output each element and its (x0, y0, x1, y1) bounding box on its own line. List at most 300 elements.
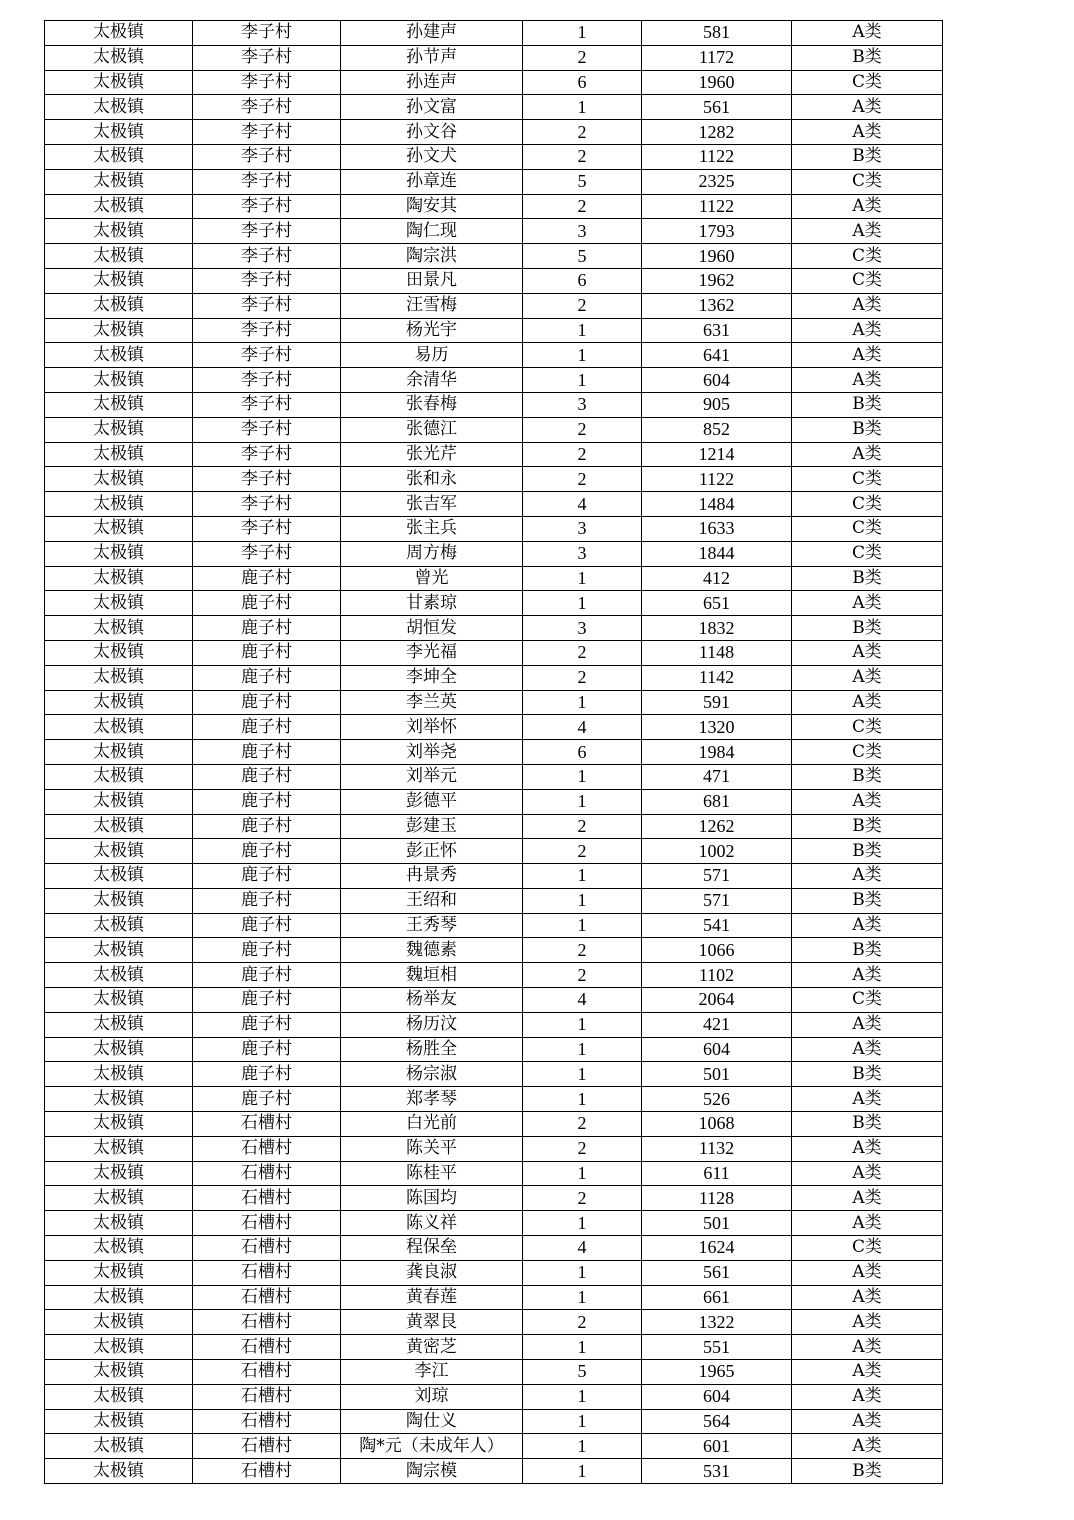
table-row (45, 640, 943, 665)
village-cell: 石槽村 (193, 1136, 341, 1161)
name-cell: 黄春莲 (341, 1285, 523, 1310)
name-cell: 杨宗淑 (341, 1062, 523, 1087)
town-cell: 太极镇 (45, 169, 193, 194)
name-cell: 张主兵 (341, 516, 523, 541)
village-cell: 鹿子村 (193, 789, 341, 814)
table-row (45, 1285, 943, 1310)
town-cell: 太极镇 (45, 417, 193, 442)
category-cell: B类 (792, 938, 943, 963)
household-size-cell: 1 (523, 913, 642, 938)
name-cell: 杨举友 (341, 988, 523, 1013)
name-cell: 冉景秀 (341, 864, 523, 889)
village-cell: 李子村 (193, 293, 341, 318)
amount-cell: 1172 (642, 45, 792, 70)
town-cell: 太极镇 (45, 566, 193, 591)
table-row (45, 392, 943, 417)
amount-cell: 604 (642, 368, 792, 393)
town-cell: 太极镇 (45, 963, 193, 988)
category-cell: B类 (792, 814, 943, 839)
name-cell: 李江 (341, 1360, 523, 1385)
table-row (45, 516, 943, 541)
amount-cell: 1960 (642, 244, 792, 269)
amount-cell: 1068 (642, 1112, 792, 1137)
household-size-cell: 6 (523, 70, 642, 95)
town-cell: 太极镇 (45, 219, 193, 244)
household-size-cell: 2 (523, 1186, 642, 1211)
amount-cell: 611 (642, 1161, 792, 1186)
category-cell: A类 (792, 293, 943, 318)
table-row (45, 740, 943, 765)
table-row (45, 268, 943, 293)
amount-cell: 571 (642, 864, 792, 889)
name-cell: 王秀琴 (341, 913, 523, 938)
town-cell: 太极镇 (45, 640, 193, 665)
name-cell: 彭德平 (341, 789, 523, 814)
table-row (45, 21, 943, 46)
town-cell: 太极镇 (45, 1434, 193, 1459)
category-cell: A类 (792, 318, 943, 343)
town-cell: 太极镇 (45, 764, 193, 789)
town-cell: 太极镇 (45, 1360, 193, 1385)
town-cell: 太极镇 (45, 839, 193, 864)
name-cell: 刘举元 (341, 764, 523, 789)
amount-cell: 526 (642, 1087, 792, 1112)
town-cell: 太极镇 (45, 1087, 193, 1112)
amount-cell: 1214 (642, 442, 792, 467)
household-size-cell: 2 (523, 1136, 642, 1161)
town-cell: 太极镇 (45, 1062, 193, 1087)
amount-cell: 1122 (642, 467, 792, 492)
amount-cell: 1844 (642, 541, 792, 566)
category-cell: B类 (792, 1112, 943, 1137)
household-size-cell: 1 (523, 1211, 642, 1236)
category-cell: C类 (792, 1236, 943, 1261)
town-cell: 太极镇 (45, 1335, 193, 1360)
name-cell: 陶仁现 (341, 219, 523, 244)
village-cell: 李子村 (193, 45, 341, 70)
town-cell: 太极镇 (45, 318, 193, 343)
name-cell: 孙文富 (341, 95, 523, 120)
name-cell: 黄密芝 (341, 1335, 523, 1360)
village-cell: 李子村 (193, 21, 341, 46)
town-cell: 太极镇 (45, 1186, 193, 1211)
name-cell: 孙章连 (341, 169, 523, 194)
town-cell: 太极镇 (45, 343, 193, 368)
amount-cell: 564 (642, 1409, 792, 1434)
category-cell: B类 (792, 839, 943, 864)
category-cell: B类 (792, 392, 943, 417)
amount-cell: 601 (642, 1434, 792, 1459)
village-cell: 鹿子村 (193, 640, 341, 665)
table-row (45, 467, 943, 492)
category-cell: A类 (792, 963, 943, 988)
category-cell: B类 (792, 616, 943, 641)
amount-cell: 471 (642, 764, 792, 789)
village-cell: 李子村 (193, 194, 341, 219)
name-cell: 杨光宇 (341, 318, 523, 343)
village-cell: 李子村 (193, 244, 341, 269)
amount-cell: 1128 (642, 1186, 792, 1211)
name-cell: 余清华 (341, 368, 523, 393)
town-cell: 太极镇 (45, 442, 193, 467)
amount-cell: 1960 (642, 70, 792, 95)
village-cell: 鹿子村 (193, 1062, 341, 1087)
category-cell: C类 (792, 740, 943, 765)
amount-cell: 501 (642, 1211, 792, 1236)
household-size-cell: 3 (523, 516, 642, 541)
table-row (45, 95, 943, 120)
table-row (45, 1409, 943, 1434)
village-cell: 李子村 (193, 318, 341, 343)
data-table (44, 20, 943, 1484)
household-size-cell: 1 (523, 21, 642, 46)
table-row (45, 1161, 943, 1186)
table-row (45, 1087, 943, 1112)
name-cell: 易历 (341, 343, 523, 368)
household-size-cell: 2 (523, 640, 642, 665)
name-cell: 陈关平 (341, 1136, 523, 1161)
town-cell: 太极镇 (45, 95, 193, 120)
household-size-cell: 1 (523, 95, 642, 120)
village-cell: 李子村 (193, 95, 341, 120)
category-cell: A类 (792, 1360, 943, 1385)
amount-cell: 681 (642, 789, 792, 814)
village-cell: 石槽村 (193, 1260, 341, 1285)
town-cell: 太极镇 (45, 45, 193, 70)
amount-cell: 1148 (642, 640, 792, 665)
name-cell: 郑孝琴 (341, 1087, 523, 1112)
household-size-cell: 1 (523, 1459, 642, 1484)
amount-cell: 1002 (642, 839, 792, 864)
household-size-cell: 3 (523, 392, 642, 417)
town-cell: 太极镇 (45, 1012, 193, 1037)
table-row (45, 1360, 943, 1385)
name-cell: 陈桂平 (341, 1161, 523, 1186)
category-cell: B类 (792, 1062, 943, 1087)
town-cell: 太极镇 (45, 616, 193, 641)
category-cell: C类 (792, 988, 943, 1013)
village-cell: 鹿子村 (193, 616, 341, 641)
town-cell: 太极镇 (45, 244, 193, 269)
name-cell: 黄翠艮 (341, 1310, 523, 1335)
village-cell: 鹿子村 (193, 1037, 341, 1062)
name-cell: 陶宗洪 (341, 244, 523, 269)
amount-cell: 1102 (642, 963, 792, 988)
town-cell: 太极镇 (45, 392, 193, 417)
amount-cell: 421 (642, 1012, 792, 1037)
household-size-cell: 2 (523, 293, 642, 318)
household-size-cell: 1 (523, 1285, 642, 1310)
name-cell: 孙连声 (341, 70, 523, 95)
village-cell: 鹿子村 (193, 665, 341, 690)
amount-cell: 1122 (642, 194, 792, 219)
town-cell: 太极镇 (45, 1459, 193, 1484)
town-cell: 太极镇 (45, 1285, 193, 1310)
category-cell: A类 (792, 219, 943, 244)
town-cell: 太极镇 (45, 665, 193, 690)
household-size-cell: 6 (523, 268, 642, 293)
table-row (45, 690, 943, 715)
amount-cell: 561 (642, 1260, 792, 1285)
household-size-cell: 1 (523, 318, 642, 343)
table-row (45, 293, 943, 318)
household-size-cell: 2 (523, 194, 642, 219)
category-cell: A类 (792, 913, 943, 938)
town-cell: 太极镇 (45, 492, 193, 517)
village-cell: 李子村 (193, 219, 341, 244)
name-cell: 孙文谷 (341, 120, 523, 145)
table-row (45, 1384, 943, 1409)
town-cell: 太极镇 (45, 1037, 193, 1062)
household-size-cell: 2 (523, 938, 642, 963)
amount-cell: 541 (642, 913, 792, 938)
name-cell: 李兰英 (341, 690, 523, 715)
village-cell: 李子村 (193, 368, 341, 393)
household-size-cell: 1 (523, 1087, 642, 1112)
household-size-cell: 2 (523, 417, 642, 442)
table-row (45, 616, 943, 641)
amount-cell: 1962 (642, 268, 792, 293)
town-cell: 太极镇 (45, 690, 193, 715)
town-cell: 太极镇 (45, 1136, 193, 1161)
town-cell: 太极镇 (45, 888, 193, 913)
amount-cell: 604 (642, 1384, 792, 1409)
household-size-cell: 2 (523, 665, 642, 690)
category-cell: B类 (792, 566, 943, 591)
table-body (45, 21, 943, 1484)
household-size-cell: 5 (523, 1360, 642, 1385)
name-cell: 王绍和 (341, 888, 523, 913)
household-size-cell: 2 (523, 1112, 642, 1137)
name-cell: 张德江 (341, 417, 523, 442)
name-cell: 魏垣相 (341, 963, 523, 988)
village-cell: 石槽村 (193, 1384, 341, 1409)
table-row (45, 789, 943, 814)
category-cell: A类 (792, 591, 943, 616)
amount-cell: 1484 (642, 492, 792, 517)
table-row (45, 343, 943, 368)
category-cell: A类 (792, 789, 943, 814)
table-row (45, 864, 943, 889)
name-cell: 陶安其 (341, 194, 523, 219)
category-cell: A类 (792, 95, 943, 120)
category-cell: A类 (792, 1434, 943, 1459)
category-cell: C类 (792, 516, 943, 541)
amount-cell: 1142 (642, 665, 792, 690)
household-size-cell: 1 (523, 368, 642, 393)
name-cell: 陶仕义 (341, 1409, 523, 1434)
name-cell: 陈国均 (341, 1186, 523, 1211)
table-row (45, 715, 943, 740)
category-cell: A类 (792, 1087, 943, 1112)
amount-cell: 1282 (642, 120, 792, 145)
category-cell: A类 (792, 1285, 943, 1310)
village-cell: 李子村 (193, 442, 341, 467)
village-cell: 鹿子村 (193, 888, 341, 913)
category-cell: B类 (792, 764, 943, 789)
household-size-cell: 2 (523, 467, 642, 492)
category-cell: C类 (792, 70, 943, 95)
amount-cell: 1965 (642, 1360, 792, 1385)
category-cell: A类 (792, 1260, 943, 1285)
table-row (45, 591, 943, 616)
household-size-cell: 5 (523, 169, 642, 194)
household-size-cell: 5 (523, 244, 642, 269)
category-cell: C类 (792, 715, 943, 740)
category-cell: A类 (792, 665, 943, 690)
category-cell: B类 (792, 417, 943, 442)
table-row (45, 1236, 943, 1261)
household-size-cell: 1 (523, 566, 642, 591)
amount-cell: 1832 (642, 616, 792, 641)
name-cell: 孙文犬 (341, 144, 523, 169)
category-cell: B类 (792, 888, 943, 913)
household-size-cell: 2 (523, 120, 642, 145)
village-cell: 鹿子村 (193, 814, 341, 839)
household-size-cell: 2 (523, 963, 642, 988)
village-cell: 鹿子村 (193, 938, 341, 963)
category-cell: B类 (792, 1459, 943, 1484)
table-row (45, 963, 943, 988)
town-cell: 太极镇 (45, 70, 193, 95)
name-cell: 胡恒发 (341, 616, 523, 641)
village-cell: 李子村 (193, 392, 341, 417)
village-cell: 李子村 (193, 169, 341, 194)
table-row (45, 1335, 943, 1360)
household-size-cell: 1 (523, 1434, 642, 1459)
household-size-cell: 1 (523, 1260, 642, 1285)
name-cell: 龚良淑 (341, 1260, 523, 1285)
town-cell: 太极镇 (45, 1384, 193, 1409)
town-cell: 太极镇 (45, 1112, 193, 1137)
amount-cell: 905 (642, 392, 792, 417)
category-cell: A类 (792, 1409, 943, 1434)
village-cell: 鹿子村 (193, 740, 341, 765)
name-cell: 甘素琼 (341, 591, 523, 616)
household-size-cell: 4 (523, 1236, 642, 1261)
village-cell: 鹿子村 (193, 715, 341, 740)
town-cell: 太极镇 (45, 789, 193, 814)
village-cell: 李子村 (193, 70, 341, 95)
village-cell: 李子村 (193, 120, 341, 145)
table-row (45, 1260, 943, 1285)
table-row (45, 1211, 943, 1236)
table-row (45, 938, 943, 963)
name-cell: 陶*元（未成年人） (341, 1434, 523, 1459)
category-cell: A类 (792, 864, 943, 889)
table-row (45, 442, 943, 467)
town-cell: 太极镇 (45, 293, 193, 318)
category-cell: A类 (792, 442, 943, 467)
household-size-cell: 1 (523, 591, 642, 616)
village-cell: 李子村 (193, 516, 341, 541)
amount-cell: 661 (642, 1285, 792, 1310)
amount-cell: 604 (642, 1037, 792, 1062)
table-row (45, 120, 943, 145)
town-cell: 太极镇 (45, 144, 193, 169)
town-cell: 太极镇 (45, 1236, 193, 1261)
name-cell: 陈义祥 (341, 1211, 523, 1236)
category-cell: A类 (792, 194, 943, 219)
amount-cell: 581 (642, 21, 792, 46)
amount-cell: 1633 (642, 516, 792, 541)
village-cell: 鹿子村 (193, 764, 341, 789)
household-size-cell: 1 (523, 1062, 642, 1087)
town-cell: 太极镇 (45, 864, 193, 889)
town-cell: 太极镇 (45, 21, 193, 46)
village-cell: 石槽村 (193, 1459, 341, 1484)
table-row (45, 1037, 943, 1062)
table-row (45, 417, 943, 442)
household-size-cell: 1 (523, 1037, 642, 1062)
category-cell: B类 (792, 144, 943, 169)
table-row (45, 1062, 943, 1087)
table-row (45, 1012, 943, 1037)
name-cell: 周方梅 (341, 541, 523, 566)
household-size-cell: 1 (523, 1384, 642, 1409)
village-cell: 石槽村 (193, 1186, 341, 1211)
village-cell: 石槽村 (193, 1360, 341, 1385)
name-cell: 刘举尧 (341, 740, 523, 765)
name-cell: 彭正怀 (341, 839, 523, 864)
category-cell: A类 (792, 120, 943, 145)
household-size-cell: 4 (523, 492, 642, 517)
table-row (45, 492, 943, 517)
household-size-cell: 6 (523, 740, 642, 765)
name-cell: 杨胜全 (341, 1037, 523, 1062)
table-row (45, 194, 943, 219)
town-cell: 太极镇 (45, 988, 193, 1013)
name-cell: 曾光 (341, 566, 523, 591)
household-size-cell: 3 (523, 219, 642, 244)
town-cell: 太极镇 (45, 1161, 193, 1186)
town-cell: 太极镇 (45, 1409, 193, 1434)
name-cell: 汪雪梅 (341, 293, 523, 318)
household-size-cell: 3 (523, 616, 642, 641)
category-cell: C类 (792, 268, 943, 293)
name-cell: 魏德素 (341, 938, 523, 963)
table-row (45, 1434, 943, 1459)
household-size-cell: 2 (523, 45, 642, 70)
name-cell: 张吉军 (341, 492, 523, 517)
household-size-cell: 2 (523, 814, 642, 839)
household-size-cell: 1 (523, 690, 642, 715)
category-cell: A类 (792, 1384, 943, 1409)
town-cell: 太极镇 (45, 368, 193, 393)
name-cell: 张和永 (341, 467, 523, 492)
table-row (45, 988, 943, 1013)
table-row (45, 839, 943, 864)
town-cell: 太极镇 (45, 591, 193, 616)
amount-cell: 1793 (642, 219, 792, 244)
amount-cell: 561 (642, 95, 792, 120)
amount-cell: 412 (642, 566, 792, 591)
village-cell: 石槽村 (193, 1161, 341, 1186)
village-cell: 李子村 (193, 343, 341, 368)
town-cell: 太极镇 (45, 467, 193, 492)
village-cell: 鹿子村 (193, 839, 341, 864)
table-row (45, 1310, 943, 1335)
table-row (45, 368, 943, 393)
town-cell: 太极镇 (45, 1310, 193, 1335)
amount-cell: 1362 (642, 293, 792, 318)
town-cell: 太极镇 (45, 516, 193, 541)
village-cell: 鹿子村 (193, 1012, 341, 1037)
amount-cell: 501 (642, 1062, 792, 1087)
table-row (45, 144, 943, 169)
village-cell: 鹿子村 (193, 566, 341, 591)
table-row (45, 1459, 943, 1484)
